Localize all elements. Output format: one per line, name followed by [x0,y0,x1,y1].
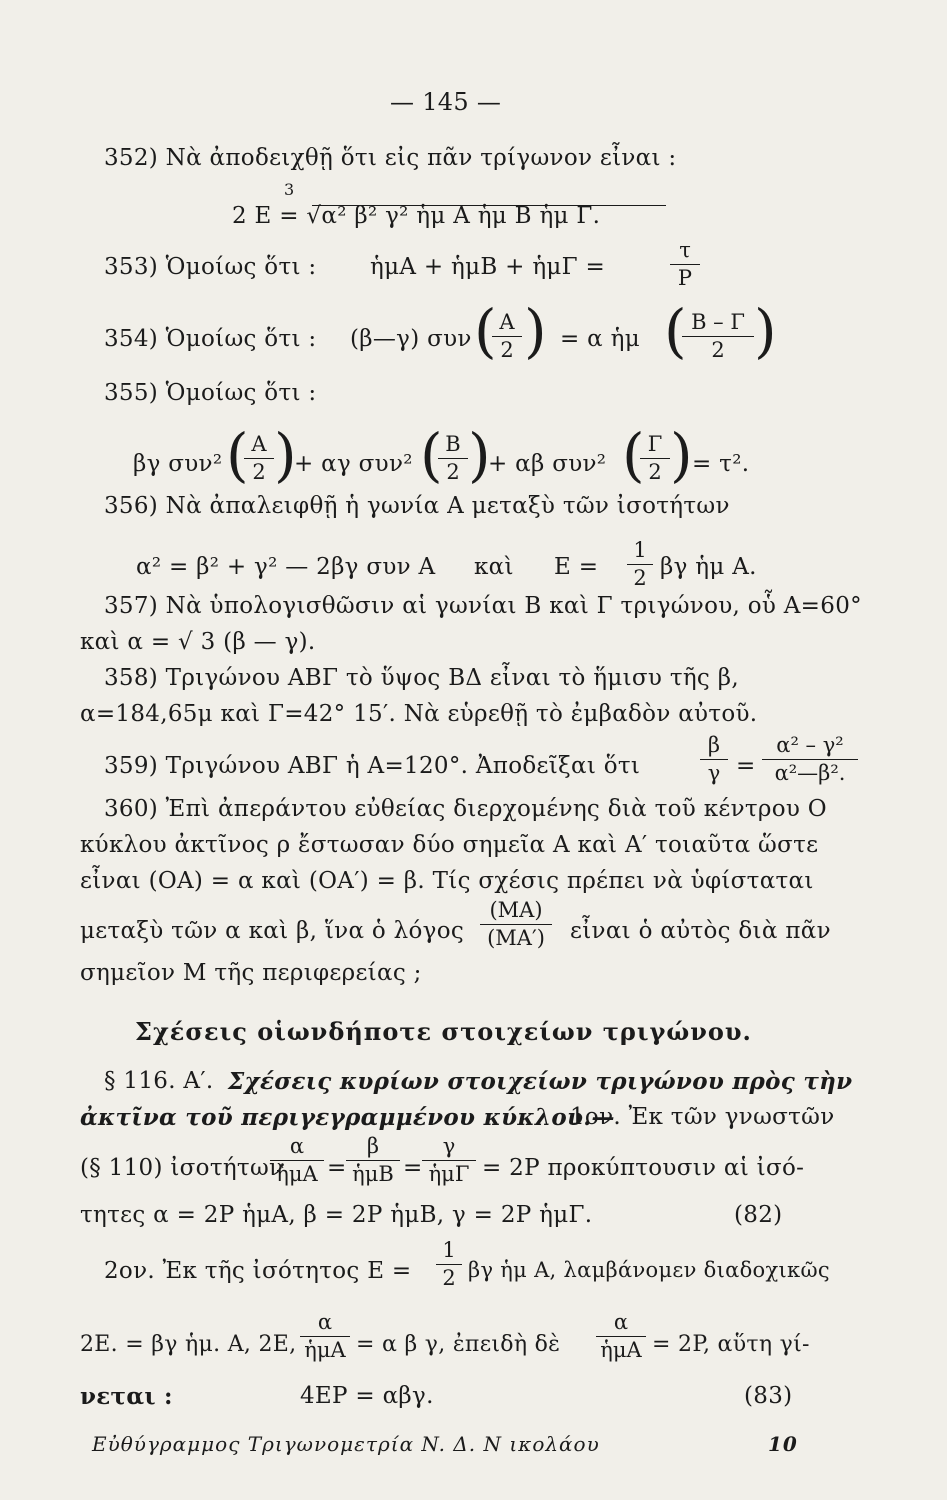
fraction-numerator: α [613,1310,629,1334]
equation-83: 4EP = αβγ. [300,1383,434,1409]
ratio-fraction-1 [300,1312,350,1361]
section-116-title-1: Σχέσεις κυρίων στοιχείων τριγώνου πρὸς τὴν [228,1068,853,1095]
problem-355-rhs: = τ². [692,451,750,477]
section-116-text-7a: νεται : [80,1383,173,1410]
problem-355-term-3: + αβ συν² [488,451,607,477]
right-paren: ) [274,421,297,489]
fraction-bar [436,1264,462,1265]
fraction-bar [640,458,670,459]
problem-356-and: καὶ [474,554,514,580]
fraction-bar [270,1160,324,1161]
problem-353-fraction [670,240,700,289]
page-number: — 145 — [390,88,502,116]
fraction-bar [346,1160,400,1161]
problem-355-label: 355) Ὁμοίως ὅτι : [104,380,317,406]
fraction-denominator: (MA′) [487,926,545,950]
problem-356-eq-2: E = [554,554,599,580]
problem-354-fraction-1 [492,312,522,361]
problem-354-label: 354) Ὁμοίως ὅτι : [104,326,317,352]
problem-360-line-2: κύκλου ἀκτῖνος ρ ἔστωσαν δύο σημεῖα A καὶ A′ τοιαῦτα ὥστε [80,832,819,858]
fraction-numerator: Γ [647,432,663,456]
fraction-denominator: γ [707,761,721,785]
fraction-bar [682,336,754,337]
fraction-numerator: β [707,733,721,757]
section-116-text-3a: (§ 110) ἰσοτήτων [80,1155,284,1181]
footer-book-title: Εὐθύγραμμος Τριγωνομετρία N. Δ. N ικολάου [92,1432,600,1456]
area-fraction [436,1240,462,1289]
problem-352-root-index: 3 [284,180,295,199]
equals-sign: = [403,1155,423,1181]
section-116-text-6c: = 2P, αὕτη γί- [652,1332,810,1357]
equals-sign: = [327,1155,347,1181]
fraction-numerator: β [366,1134,380,1158]
fraction-denominator: 2 [252,460,266,484]
equation-number-82: (82) [734,1202,783,1228]
fraction-denominator: P [677,266,693,290]
right-paren: ) [468,421,491,489]
problem-359-label: 359) Τριγώνου ABΓ ἡ A=120°. Ἀποδεῖξαι ὅτι [104,753,641,779]
problem-354-mid: = α ἡμ [560,326,640,352]
problem-358-line-2: α=184,65μ καὶ Γ=42° 15′. Νὰ εὑρεθῇ τὸ ἐμβαδὸν αὐτοῦ. [80,701,758,727]
fraction-numerator: τ [679,238,691,262]
fraction-denominator: 2 [442,1266,456,1290]
problem-357-line-2: καὶ α = √ 3 (β — γ). [80,629,316,655]
left-paren: ( [474,297,497,365]
problem-359-fraction-2 [762,735,858,784]
fraction-numerator: α [317,1310,333,1334]
problem-355-fraction-a [244,434,274,483]
sine-law-fraction-a [270,1136,324,1185]
problem-353-label: 353) Ὁμοίως ὅτι : [104,254,317,280]
section-116-text-4: τητες α = 2P ἡμA, β = 2P ἡμB, γ = 2P ἡμΓ. [80,1202,593,1228]
problem-357-line-1: 357) Νὰ ὑπολογισθῶσιν αἱ γωνίαι B καὶ Γ τριγώνου, οὗ A=60° [104,593,862,619]
problem-355-term-1: βγ συν² [133,451,223,477]
fraction-bar [762,759,858,760]
problem-360-line-1: 360) Ἐπὶ ἀπεράντου εὐθείας διερχομένης διὰ τοῦ κέντρου O [104,796,827,822]
fraction-bar [480,924,552,925]
fraction-numerator: γ [442,1134,456,1158]
fraction-denominator: 2 [500,338,514,362]
left-paren: ( [622,421,645,489]
problem-355-fraction-c [640,434,670,483]
problem-354-fraction-2 [682,312,754,361]
problem-356-fraction [627,540,653,589]
right-paren: ) [524,297,547,365]
fraction-numerator: α² – γ² [776,733,844,757]
problem-360-line-4b: εἶναι ὁ αὐτὸς διὰ πᾶν [570,918,831,944]
section-116-number: § 116. A′. [104,1068,214,1094]
problem-354-lhs: (β—γ) συν [350,326,472,352]
fraction-denominator: 2 [633,566,647,590]
problem-355-term-2: + αγ συν² [294,451,413,477]
problem-359-fraction-1 [700,735,728,784]
radical-bar [312,205,666,206]
fraction-numerator: A [499,310,515,334]
sine-law-fraction-c [422,1136,476,1185]
fraction-bar [300,1336,350,1337]
section-116-text-5a: 2ον. Ἐκ τῆς ἰσότητος E = [104,1258,412,1284]
fraction-bar [492,336,522,337]
fraction-numerator: 1 [442,1238,456,1262]
problem-356-text: 356) Νὰ ἀπαλειφθῇ ἡ γωνία A μεταξὺ τῶν ἰσοτήτων [104,493,730,519]
fraction-bar [627,564,653,565]
problem-356-eq-1: α² = β² + γ² — 2βγ συν A [136,554,436,580]
problem-360-ratio [480,900,552,949]
fraction-numerator: B [445,432,461,456]
fraction-denominator: 2 [446,460,460,484]
fraction-bar [670,264,700,265]
problem-360-line-3: εἶναι (OA) = α καὶ (OA′) = β. Τίς σχέσις πρέπει νὰ ὑφίσταται [80,868,814,894]
fraction-denominator: ἡμB [352,1162,394,1186]
section-116-text-3b: = 2P προκύπτουσιν αἱ ἰσό- [482,1155,805,1181]
problem-359-equals: = [736,753,756,779]
fraction-denominator: 2 [711,338,725,362]
left-paren: ( [664,297,687,365]
problem-352-formula: 2 E = √α² β² γ² ἡμ A ἡμ B ἡμ Γ. [232,203,601,229]
fraction-denominator: ἡμA [276,1162,318,1186]
fraction-numerator: A [251,432,267,456]
fraction-bar [244,458,274,459]
right-paren: ) [754,297,777,365]
fraction-denominator: α²—β². [774,761,846,785]
fraction-denominator: 2 [648,460,662,484]
fraction-denominator: ἡμA [304,1338,346,1362]
left-paren: ( [420,421,443,489]
ratio-fraction-2 [596,1312,646,1361]
fraction-denominator: ἡμA [600,1338,642,1362]
section-heading: Σχέσεις οἱωνδήποτε στοιχείων τριγώνου. [135,1017,752,1046]
equation-number-83: (83) [744,1383,793,1409]
fraction-numerator: 1 [633,538,647,562]
problem-358-line-1: 358) Τριγώνου ABΓ τὸ ὕψος BΔ εἶναι τὸ ἥμισυ τῆς β, [104,665,739,691]
problem-360-line-5: σημεῖον M τῆς περιφερείας ; [80,960,422,986]
section-116-text-6a: 2E. = βγ ἡμ. A, 2E, [80,1332,297,1357]
fraction-bar [422,1160,476,1161]
footer-signature-mark: 10 [768,1432,798,1456]
fraction-denominator: ἡμΓ [428,1162,470,1186]
section-116-text-2: 1ον. Ἐκ τῶν γνωστῶν [570,1104,835,1130]
left-paren: ( [226,421,249,489]
section-116-text-5b: βγ ἡμ A, λαμβάνομεν διαδοχικῶς [468,1258,830,1282]
section-116-title-2: ἀκτῖνα τοῦ περιγεγραμμένου κύκλου.— [80,1104,615,1131]
sine-law-fraction-b [346,1136,400,1185]
fraction-numerator: B – Γ [691,310,745,334]
fraction-numerator: (MA) [489,898,543,922]
problem-360-line-4a: μεταξὺ τῶν α καὶ β, ἵνα ὁ λόγος [80,918,465,944]
problem-356-eq-2-rest: βγ ἡμ A. [660,554,757,580]
problem-355-fraction-b [438,434,468,483]
section-116-text-6b: = α β γ, ἐπειδὴ δὲ [356,1332,561,1357]
fraction-bar [596,1336,646,1337]
fraction-bar [438,458,468,459]
fraction-bar [700,759,728,760]
fraction-numerator: α [289,1134,305,1158]
right-paren: ) [670,421,693,489]
problem-352-text: 352) Νὰ ἀποδειχθῇ ὅτι εἰς πᾶν τρίγωνον εἶναι : [104,145,677,171]
problem-353-lhs: ἡμA + ἡμB + ἡμΓ = [370,254,606,280]
